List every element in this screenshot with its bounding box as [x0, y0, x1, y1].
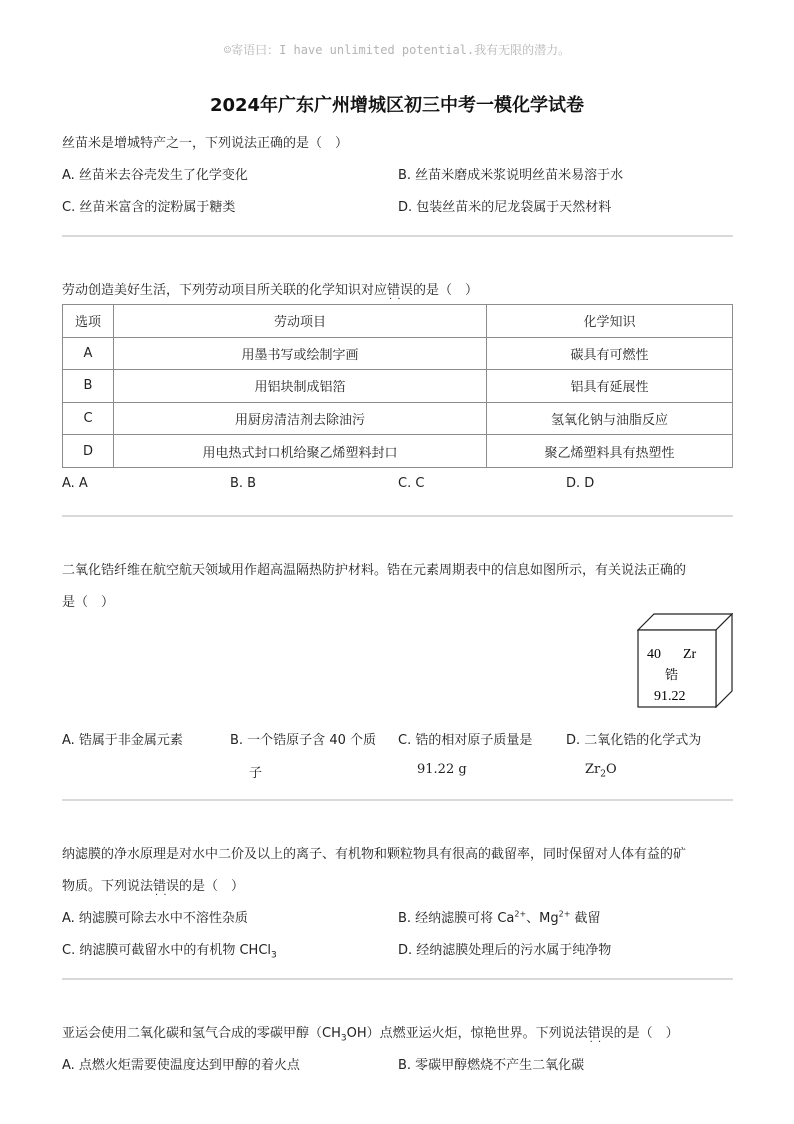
table-row	[63, 402, 733, 435]
formula-subscript: 3	[340, 1033, 347, 1044]
q4-option-b-tail: 截留	[570, 911, 601, 926]
table-cell: 氢氧化钠与油脂反应	[487, 402, 733, 435]
q4-stem-tail: 的是（ ）	[179, 879, 245, 894]
table-row	[63, 435, 733, 468]
q5-stem	[62, 1022, 679, 1044]
q4-stem-line1: 纳滤膜的净水原理是对水中二价及以上的离子、有机物和颗粒物具有很高的截留率，同时保留对人体有益的矿	[62, 847, 687, 862]
q4-option-c[interactable]	[62, 939, 277, 961]
table-row	[63, 370, 733, 403]
table-cell: B	[63, 370, 114, 403]
formula-part: Zr	[585, 762, 601, 777]
table-header-cell: 选项	[63, 305, 114, 338]
table-cell: 铝具有延展性	[487, 370, 733, 403]
divider	[62, 799, 733, 801]
q5-stem-emphasis: 错误 · ·	[588, 1026, 614, 1041]
q5-stem-text: 亚运会使用二氧化碳和氢气合成的零碳甲醇（CH	[62, 1026, 341, 1041]
q3-stem-line2: 是（ ）	[62, 595, 115, 610]
q3-stem-line1: 二氧化锆纤维在航空航天领域用作超高温隔热防护材料。锆在元素周期表中的信息如图所示，有关说法正确的	[62, 563, 687, 578]
q3-option-b-text: B. 一个锆原子含 40 个质	[230, 733, 376, 748]
q2-option-c[interactable]: C. C	[398, 476, 425, 491]
q2-option-b[interactable]: B. B	[230, 476, 257, 491]
q4-option-b[interactable]	[398, 907, 601, 926]
table-cell: 碳具有可燃性	[487, 337, 733, 370]
table-header-row	[63, 305, 733, 338]
table-cell: D	[63, 435, 114, 468]
divider	[62, 515, 733, 517]
element-symbol: Zr	[683, 647, 697, 662]
q1-option-c[interactable]: C. 丝苗米富含的淀粉属于糖类	[62, 200, 236, 215]
q5-option-a[interactable]: A. 点燃火炬需要使温度达到甲醇的着火点	[62, 1058, 300, 1073]
q4-option-d[interactable]: D. 经纳滤膜处理后的污水属于纯净物	[398, 943, 612, 958]
q5-stem-tail: 的是（ ）	[613, 1026, 679, 1041]
q4-stem-text: 物质。下列说法	[62, 879, 154, 894]
q3-option-b-cont: 子	[249, 766, 263, 781]
q3-option-c-cont: 91.22 g	[417, 762, 467, 777]
table-header-cell: 劳动项目	[114, 305, 487, 338]
charge-superscript: 2+	[558, 909, 571, 919]
q4-option-c-text: C. 纳滤膜可截留水中的有机物 CHCl	[62, 943, 272, 958]
q4-option-b-mid: 、Mg	[526, 911, 559, 926]
q3-option-c[interactable]: C. 锆的相对原子质量是	[398, 733, 533, 748]
q2-stem-emphasis: 错误 · ·	[387, 283, 413, 298]
q1-option-d[interactable]: D. 包装丝苗米的尼龙袋属于天然材料	[398, 200, 612, 215]
page-title: 2024年广东广州增城区初三中考一模化学试卷	[209, 95, 585, 116]
formula-part: O	[605, 762, 617, 777]
q2-stem-text: 劳动创造美好生活，下列劳动项目所关联的化学知识对应	[62, 283, 388, 298]
table-cell: 用电热式封口机给聚乙烯塑料封口	[114, 435, 487, 468]
table-cell: 用铝块制成铝箔	[114, 370, 487, 403]
table-cell: A	[63, 337, 114, 370]
q4-stem-line2	[62, 875, 244, 894]
q4-stem-emphasis: 错误 · ·	[153, 879, 179, 894]
table-cell: 用墨书写或绘制字画	[114, 337, 487, 370]
q3-option-a[interactable]: A. 锆属于非金属元素	[62, 733, 183, 748]
q1-option-b[interactable]: B. 丝苗米磨成米浆说明丝苗米易溶于水	[398, 168, 624, 183]
q3-option-d-formula	[585, 762, 617, 780]
q5-option-b[interactable]: B. 零碳甲醇燃烧不产生二氧化碳	[398, 1058, 585, 1073]
q2-option-a[interactable]: A. A	[62, 476, 88, 491]
table-header-cell: 化学知识	[487, 305, 733, 338]
q3-option-b[interactable]	[230, 729, 376, 748]
q4-option-a[interactable]: A. 纳滤膜可除去水中不溶性杂质	[62, 911, 248, 926]
formula-subscript: 2	[600, 769, 606, 780]
q2-stem-tail: 的是（ ）	[413, 283, 479, 298]
q1-stem: 丝苗米是增城特产之一，下列说法正确的是（ ）	[62, 136, 349, 151]
q2-option-d[interactable]: D. D	[566, 476, 595, 491]
q3-option-d[interactable]: D. 二氧化锆的化学式为	[566, 733, 702, 748]
divider	[62, 235, 733, 237]
q4-option-b-text: B. 经纳滤膜可将 Ca	[398, 911, 515, 926]
q1-option-a[interactable]: A. 丝苗米去谷壳发生了化学变化	[62, 168, 248, 183]
table-row	[63, 337, 733, 370]
q2-stem	[62, 279, 478, 298]
motto-text: ☺寄语曰：I have unlimited potential.我有无限的潜力。	[223, 43, 571, 57]
table-cell: C	[63, 402, 114, 435]
q2-table	[62, 304, 733, 468]
element-name: 锆	[665, 668, 679, 683]
q5-stem-mid: OH）点燃亚运火炬，惊艳世界。下列说法	[346, 1026, 588, 1041]
charge-superscript: 2+	[514, 909, 527, 919]
zirconium-element-cell	[637, 613, 733, 708]
table-cell: 用厨房清洁剂去除油污	[114, 402, 487, 435]
formula-subscript: 3	[271, 950, 277, 961]
table-cell: 聚乙烯塑料具有热塑性	[487, 435, 733, 468]
element-atomic-number: 40	[647, 647, 661, 662]
divider	[62, 978, 733, 980]
element-atomic-mass: 91.22	[654, 689, 686, 704]
